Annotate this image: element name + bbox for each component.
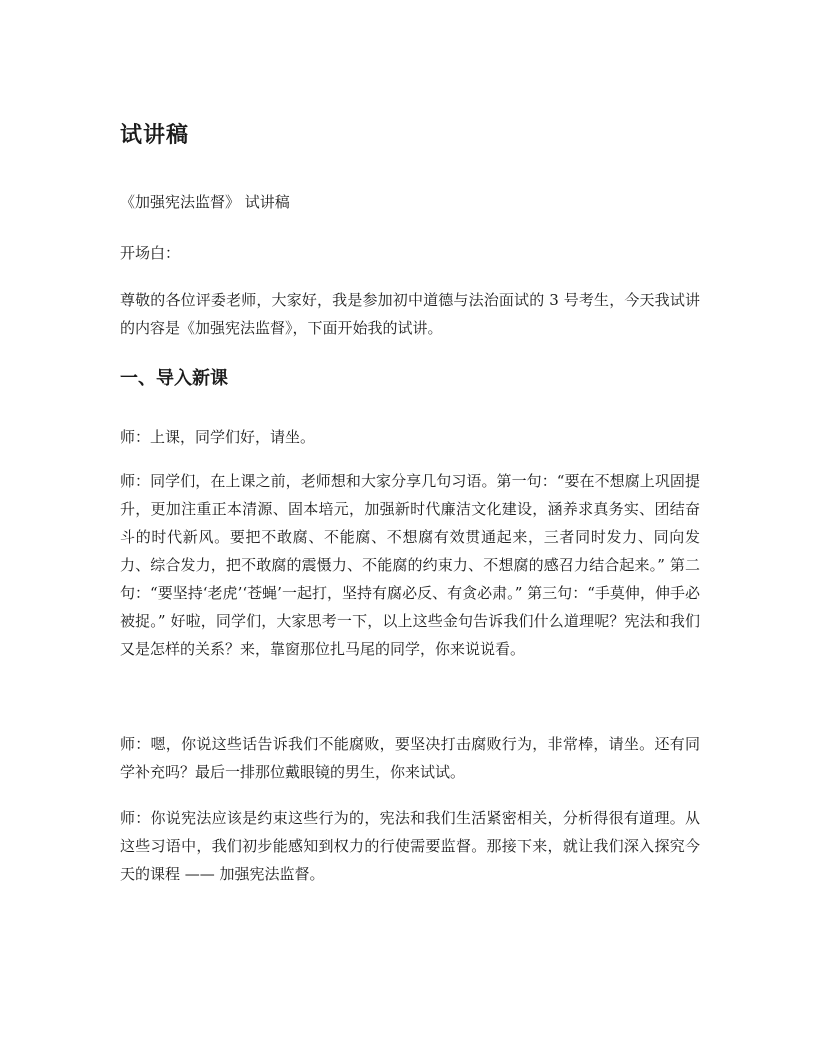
lecture-subtitle: 《加强宪法监督》 试讲稿 (120, 193, 290, 211)
teacher-paragraph-3: 师：嗯，你说这些话告诉我们不能腐败，要坚决打击腐败行为，非常棒，请坐。还有同学补充吗？最后一排那位戴眼镜的男生，你来试试。 (120, 735, 700, 781)
section-heading-intro: 一、导入新课 (120, 368, 228, 389)
teacher-paragraph-1: 师：上课，同学们好，请坐。 (120, 428, 316, 446)
intro-paragraph: 尊敬的各位评委老师，大家好，我是参加初中道德与法治面试的 3 号考生，今天我试讲的内容是《加强宪法监督》，下面开始我的试讲。 (120, 291, 700, 337)
document-title: 试讲稿 (120, 123, 190, 148)
teacher-paragraph-2: 师：同学们，在上课之前，老师想和大家分享几句习语。第一句：“要在不想腐上巩固提升，更加注重正本清源、固本培元，加强新时代廉洁文化建设，涵养求真务实、团结奋斗的时代新风。要把不敢腐、不能腐、不想腐有效贯通起来，三者同时发力、同向发力、综合发力，把不敢腐的震慑力、不能腐的约束力、不想腐的感召力结合起来。” 第二句：“要坚持‘老虎’‘苍蝇’一起打，坚持有腐必反、有贪必肃。” 第三句：“手莫伸，伸手必被捉。” 好啦，同学们，大家思考一下，以上这些金句告诉我们什么道理呢？宪法和我们又是怎样的关系？来，靠窗那位扎马尾的同学，你来说说看。 (120, 472, 700, 658)
opening-label: 开场白： (120, 244, 181, 262)
teacher-paragraph-4: 师：你说宪法应该是约束这些行为的，宪法和我们生活紧密相关，分析得很有道理。从这些习语中，我们初步能感知到权力的行使需要监督。那接下来，就让我们深入探究今天的课程 —— 加强宪法监督。 (120, 809, 700, 883)
